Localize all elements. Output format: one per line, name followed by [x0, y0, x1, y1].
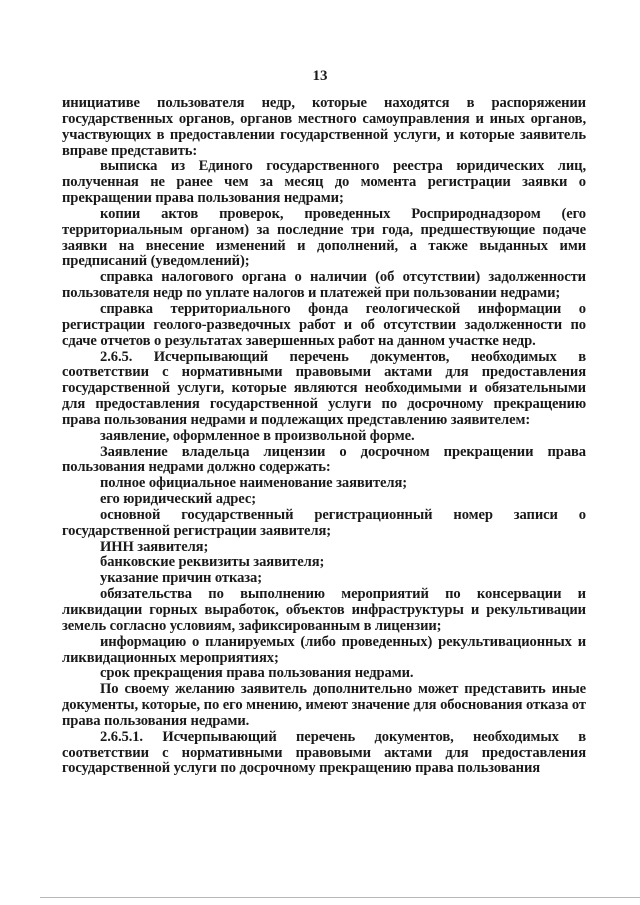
paragraph-application-contents: Заявление владельца лицензии о досрочном прекращении права пользования недрами должно содержать:	[62, 443, 586, 476]
list-item-inn: ИНН заявителя;	[100, 538, 209, 555]
paragraph-egrul-extract: выписка из Единого государственного реестра юридических лиц, полученная не ранее чем за месяц до момента регистрации заявки о прекращении права пользования недрами;	[62, 158, 586, 207]
list-item-legal-address: его юридический адрес;	[100, 491, 256, 508]
paragraph-additional-documents: По своему желанию заявитель дополнительно может представить иные документы, которые, по его мнению, имеют значение для обоснования отказа от права пользования недрами.	[62, 681, 586, 729]
list-item-refusal-reasons: указание причин отказа;	[100, 570, 262, 587]
paragraph-application: заявление, оформленное в произвольной форме.	[100, 427, 415, 444]
paragraph-section-2-6-5-1: 2.6.5.1. Исчерпывающий перечень документов, необходимых в соответствии с нормативными правовыми актами для предоставления государственной услуги по досрочному прекращению права пользования	[62, 728, 586, 777]
list-item-termination-date: срок прекращения права пользования недрами.	[100, 665, 414, 682]
page-number: 13	[312, 68, 328, 84]
paragraph-section-2-6-5: 2.6.5. Исчерпывающий перечень документов, необходимых в соответствии с нормативными правовыми актами для предоставления государственной услуги, которые являются необходимыми и обязательными для предоставления государственной услуги по досрочному прекращению права пользования недрами и подлежащих представлению заявителем:	[62, 348, 586, 428]
list-item-bank-details: банковские реквизиты заявителя;	[100, 554, 325, 571]
list-item-obligations: обязательства по выполнению мероприятий по консервации и ликвидации горных выработок, объектов инфраструктуры и рекультивации земель согласно условиям, зафиксированным в лицензии;	[62, 586, 586, 634]
document-body	[62, 96, 586, 777]
list-item-reclamation-info: информацию о планируемых (либо проведенных) рекультивационных и ликвидационных мероприятиях;	[62, 633, 586, 666]
bottom-rule	[40, 897, 640, 898]
paragraph-continuation: инициативе пользователя недр, которые находятся в распоряжении государственных органов, органов местного самоуправления и иных органов, участвующих в предоставлении государственной услуги, и которые заявитель вправе представить:	[62, 95, 586, 159]
paragraph-geology-fund-certificate: справка территориального фонда геологической информации о регистрации геолого-разведочных работ и об отсутствии задолженности по сдаче отчетов о результатах завершенных работ на данном участке недр.	[62, 300, 586, 349]
paragraph-tax-certificate: справка налогового органа о наличии (об отсутствии) задолженности пользователя недр по уплате налогов и платежей при пользовании недрами;	[62, 269, 586, 302]
list-item-full-name: полное официальное наименование заявителя;	[100, 475, 408, 492]
list-item-ogrn: основной государственный регистрационный номер записи о государственной регистрации заявителя;	[62, 506, 586, 539]
paragraph-inspection-copies: копии актов проверок, проведенных Росприроднадзором (его территориальным органом) за последние три года, предшествующие подаче заявки на внесение изменений и дополнений, а также выданных ими предписаний (уведомлений);	[62, 205, 586, 270]
